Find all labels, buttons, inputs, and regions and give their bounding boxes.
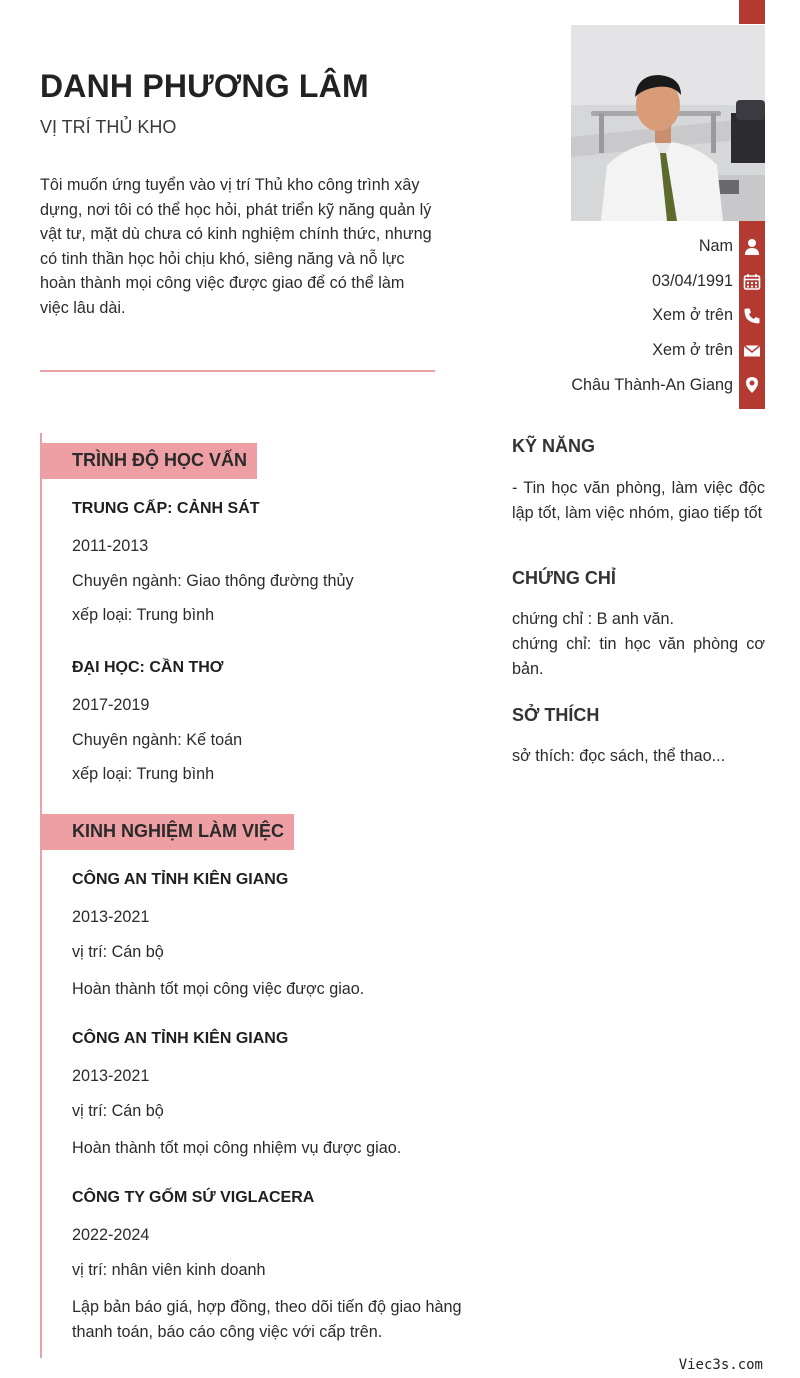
education-period: 2011-2013 [72, 537, 149, 555]
profile-photo [571, 25, 765, 221]
skills-text: - Tin học văn phòng, làm việc độc lập tốt, làm việc nhóm, giao tiếp tốt [512, 479, 765, 522]
user-icon [743, 238, 761, 256]
gender-value: Nam [698, 237, 733, 255]
phone-value: Xem ở trên [652, 306, 733, 324]
education-item [72, 659, 462, 800]
experience-item [72, 1189, 462, 1344]
header-divider [40, 370, 435, 372]
candidate-name: DANH PHƯƠNG LÂM [40, 68, 369, 104]
certificate-line: chứng chỉ: tin học văn phòng cơ bản. [512, 635, 765, 678]
hobbies-text: sở thích: đọc sách, thể thao... [512, 747, 726, 765]
job-position: VỊ TRÍ THỦ KHO [40, 117, 177, 137]
experience-period: 2022-2024 [72, 1226, 150, 1244]
experience-description: Hoàn thành tốt mọi công nhiệm vụ được giao. [72, 1139, 402, 1158]
top-accent-bar [739, 0, 765, 24]
address-value: Châu Thành-An Giang [571, 376, 733, 394]
education-title: ĐẠI HỌC: CẦN THƠ [72, 659, 224, 676]
skills-heading: KỸ NĂNG [512, 436, 596, 456]
experience-period: 2013-2021 [72, 1067, 150, 1085]
experience-item [72, 1030, 462, 1161]
experience-company: CÔNG TY GỐM SỨ VIGLACERA [72, 1189, 315, 1206]
education-major: Chuyên ngành: Kế toán [72, 730, 243, 749]
phone-icon [743, 307, 761, 325]
experience-company: CÔNG AN TỈNH KIÊN GIANG [72, 871, 289, 888]
email-value: Xem ở trên [652, 341, 733, 359]
certificate-line: chứng chỉ : B anh văn. [512, 610, 675, 628]
education-title: TRUNG CẤP: CẢNH SÁT [72, 500, 260, 517]
education-grade: xếp loại: Trung bình [72, 765, 215, 784]
experience-company: CÔNG AN TỈNH KIÊN GIANG [72, 1030, 289, 1047]
education-item [72, 500, 462, 641]
experience-role: vị trí: Cán bộ [72, 1101, 164, 1120]
education-major: Chuyên ngành: Giao thông đường thủy [72, 571, 354, 590]
career-objective: Tôi muốn ứng tuyển vào vị trí Thủ kho công trình xây dựng, nơi tôi có thể học hỏi, phát triển kỹ năng quản lý vật tư, mặt dù chưa có kinh nghiệm chính thức, nhưng có tinh thần học hỏi chịu khó, siêng năng và nỗ lực hoàn thành mọi công việc được giao để có thể làm việc lâu dài. [40, 176, 432, 317]
experience-role: vị trí: nhân viên kinh doanh [72, 1260, 266, 1279]
experience-period: 2013-2021 [72, 908, 150, 926]
calendar-icon [743, 273, 761, 291]
experience-heading: KINH NGHIỆM LÀM VIỆC [42, 814, 294, 850]
experience-description: Lập bản báo giá, hợp đồng, theo dõi tiến độ giao hàng thanh toán, báo cáo công việc với cấp trên. [72, 1298, 462, 1341]
experience-description: Hoàn thành tốt mọi công việc được giao. [72, 980, 365, 999]
mail-icon [743, 342, 761, 360]
footer-brand: Viec3s.com [678, 1357, 763, 1373]
education-period: 2017-2019 [72, 696, 150, 714]
experience-role: vị trí: Cán bộ [72, 942, 164, 961]
hobbies-heading: SỞ THÍCH [512, 705, 600, 725]
timeline-line [40, 433, 42, 1358]
birthdate-value: 03/04/1991 [651, 272, 733, 290]
certificates-heading: CHỨNG CHỈ [512, 568, 616, 588]
education-grade: xếp loại: Trung bình [72, 606, 215, 625]
location-pin-icon [743, 376, 761, 394]
experience-item [72, 871, 462, 1002]
education-heading: TRÌNH ĐỘ HỌC VẤN [42, 443, 257, 479]
